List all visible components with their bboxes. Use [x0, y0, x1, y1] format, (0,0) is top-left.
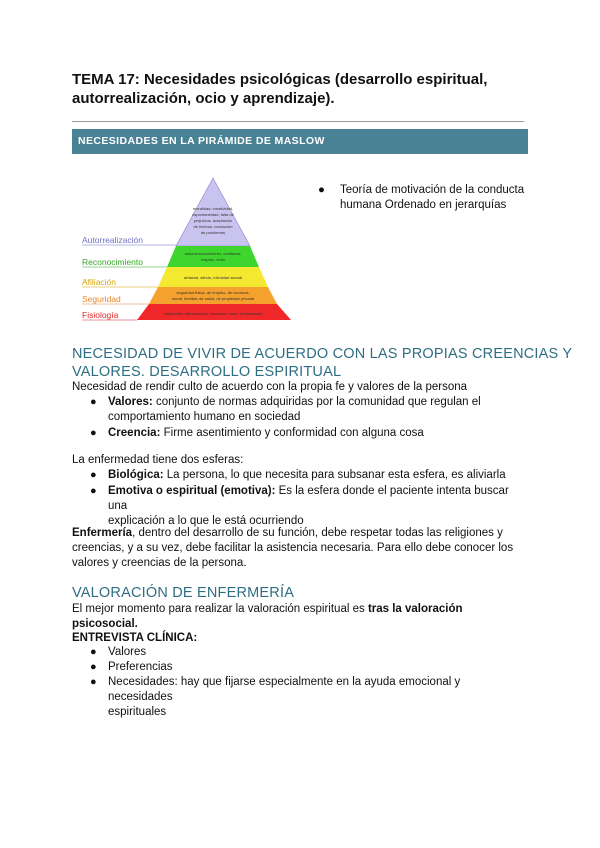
pyramid-text-1b: espontaneidad, falta de	[192, 212, 234, 217]
bullet-dot-icon: ●	[90, 646, 97, 658]
section2-intro-text: El mejor momento para realizar la valoración espiritual es	[72, 603, 368, 615]
necesidades-line-1: Necesidades: hay que fijarse especialmente en la ayuda emocional y necesidades	[108, 676, 461, 703]
pyramid-text-5: respiración, alimentación, descanso, sexo, homeostasis	[163, 311, 263, 316]
creencia-def: Firme asentimiento y conformidad con alguna cosa	[160, 427, 424, 439]
biologica-term: Biológica:	[108, 469, 164, 481]
interview-item-valores: ● Valores	[90, 646, 147, 658]
bullet-dot-icon: ●	[318, 184, 325, 196]
pyramid-text-4a: seguridad física, de empleo, de recursos,	[176, 290, 250, 295]
nursing-paragraph	[72, 526, 527, 571]
maslow-bullet-text: Teoría de motivación de la conducta humana Ordenado en jerarquías	[340, 184, 525, 211]
pyramid-text-1c: prejuicios, aceptación	[193, 218, 233, 223]
nursing-term: Enfermería	[72, 527, 133, 539]
section1-heading-line2: VALORES. DESARROLLO ESPIRITUAL	[72, 364, 342, 380]
pyramid-label-afiliacion: Afiliación	[82, 277, 117, 287]
pyramid-label-autorrealizacion: Autorrealización	[82, 235, 143, 245]
interview-item-necesidades	[90, 675, 520, 720]
bullet-dot-icon: ●	[90, 469, 97, 481]
emotiva-term: Emotiva o espiritual (emotiva):	[108, 485, 276, 497]
bullet-valores	[90, 395, 520, 425]
bullet-dot-icon: ●	[90, 676, 97, 688]
emotiva-def-1: Es la esfera donde el paciente intenta buscar una	[108, 485, 509, 512]
pyramid-text-4b: moral, familiar, de salud, de propiedad privada	[171, 296, 255, 301]
interview-title: ENTREVISTA CLÍNICA:	[72, 632, 198, 644]
nursing-line-3: valores y creencias de la persona.	[72, 557, 247, 569]
pyramid-text-2b: respeto, éxito	[200, 257, 226, 262]
maslow-pyramid	[78, 176, 298, 324]
necesidades-line-2: espirituales	[108, 706, 167, 718]
document-title: TEMA 17: Necesidades psicológicas (desarrollo espiritual, autorrealización, ocio y aprendizaje).	[72, 71, 488, 107]
bullet-dot-icon: ●	[90, 485, 97, 497]
emotiva-def-2: explicación a lo que le está ocurriendo	[108, 515, 304, 527]
bullet-creencia	[90, 426, 520, 441]
section1-heading-line1: NECESIDAD DE VIVIR DE ACUERDO CON LAS PROPIAS CREENCIAS Y	[72, 346, 573, 362]
pyramid-text-2a: autorreconocimiento, confianza,	[184, 251, 242, 256]
pyramid-text-1a: moralidad, creatividad,	[192, 206, 234, 211]
section1-intro: Necesidad de rendir culto de acuerdo con la propia fe y valores de la persona	[72, 381, 468, 393]
section2-intro-bold: tras la valoración psicosocial.	[72, 603, 463, 630]
valores-term: Valores:	[108, 396, 153, 408]
bullet-dot-icon: ●	[90, 661, 97, 673]
interview-item-preferencias: ● Preferencias	[90, 661, 173, 673]
section2-heading: VALORACIÓN DE ENFERMERÍA	[72, 585, 295, 601]
section-band-title: NECESIDADES EN LA PIRÁMIDE DE MASLOW	[78, 135, 325, 147]
title-divider	[72, 121, 524, 122]
pyramid-text-1e: de problemas	[200, 230, 226, 235]
creencia-term: Creencia:	[108, 427, 161, 439]
biologica-def: La persona, lo que necesita para subsanar esta esfera, es aliviarla	[163, 469, 506, 481]
bullet-biologica	[90, 468, 520, 483]
pyramid-label-reconocimiento: Reconocimiento	[82, 257, 143, 267]
bullet-dot-icon: ●	[90, 427, 97, 439]
bullet-dot-icon: ●	[90, 396, 97, 408]
valores-def-1: conjunto de normas adquiridas por la comunidad que regulan el	[152, 396, 481, 408]
spheres-intro: La enfermedad tiene dos esferas:	[72, 454, 244, 466]
valores-def-2: comportamiento humano en sociedad	[108, 411, 301, 423]
nursing-line-2: creencias, y a su vez, debe facilitar la asistencia necesaria. Para ello debe conocer los	[72, 542, 514, 554]
bullet-emotiva	[90, 484, 520, 529]
pyramid-text-1d: de hechos, resolución	[193, 224, 233, 229]
pyramid-label-fisiologia: Fisiología	[82, 310, 119, 320]
pyramid-label-seguridad: Seguridad	[82, 294, 121, 304]
pyramid-text-3: amistad, afecto, intimidad sexual	[183, 275, 243, 280]
maslow-bullet	[318, 183, 538, 213]
nursing-line-1: , dentro del desarrollo de su función, debe respetar todas las religiones y	[132, 527, 503, 539]
section2-intro	[72, 602, 527, 632]
section-band	[72, 129, 528, 154]
